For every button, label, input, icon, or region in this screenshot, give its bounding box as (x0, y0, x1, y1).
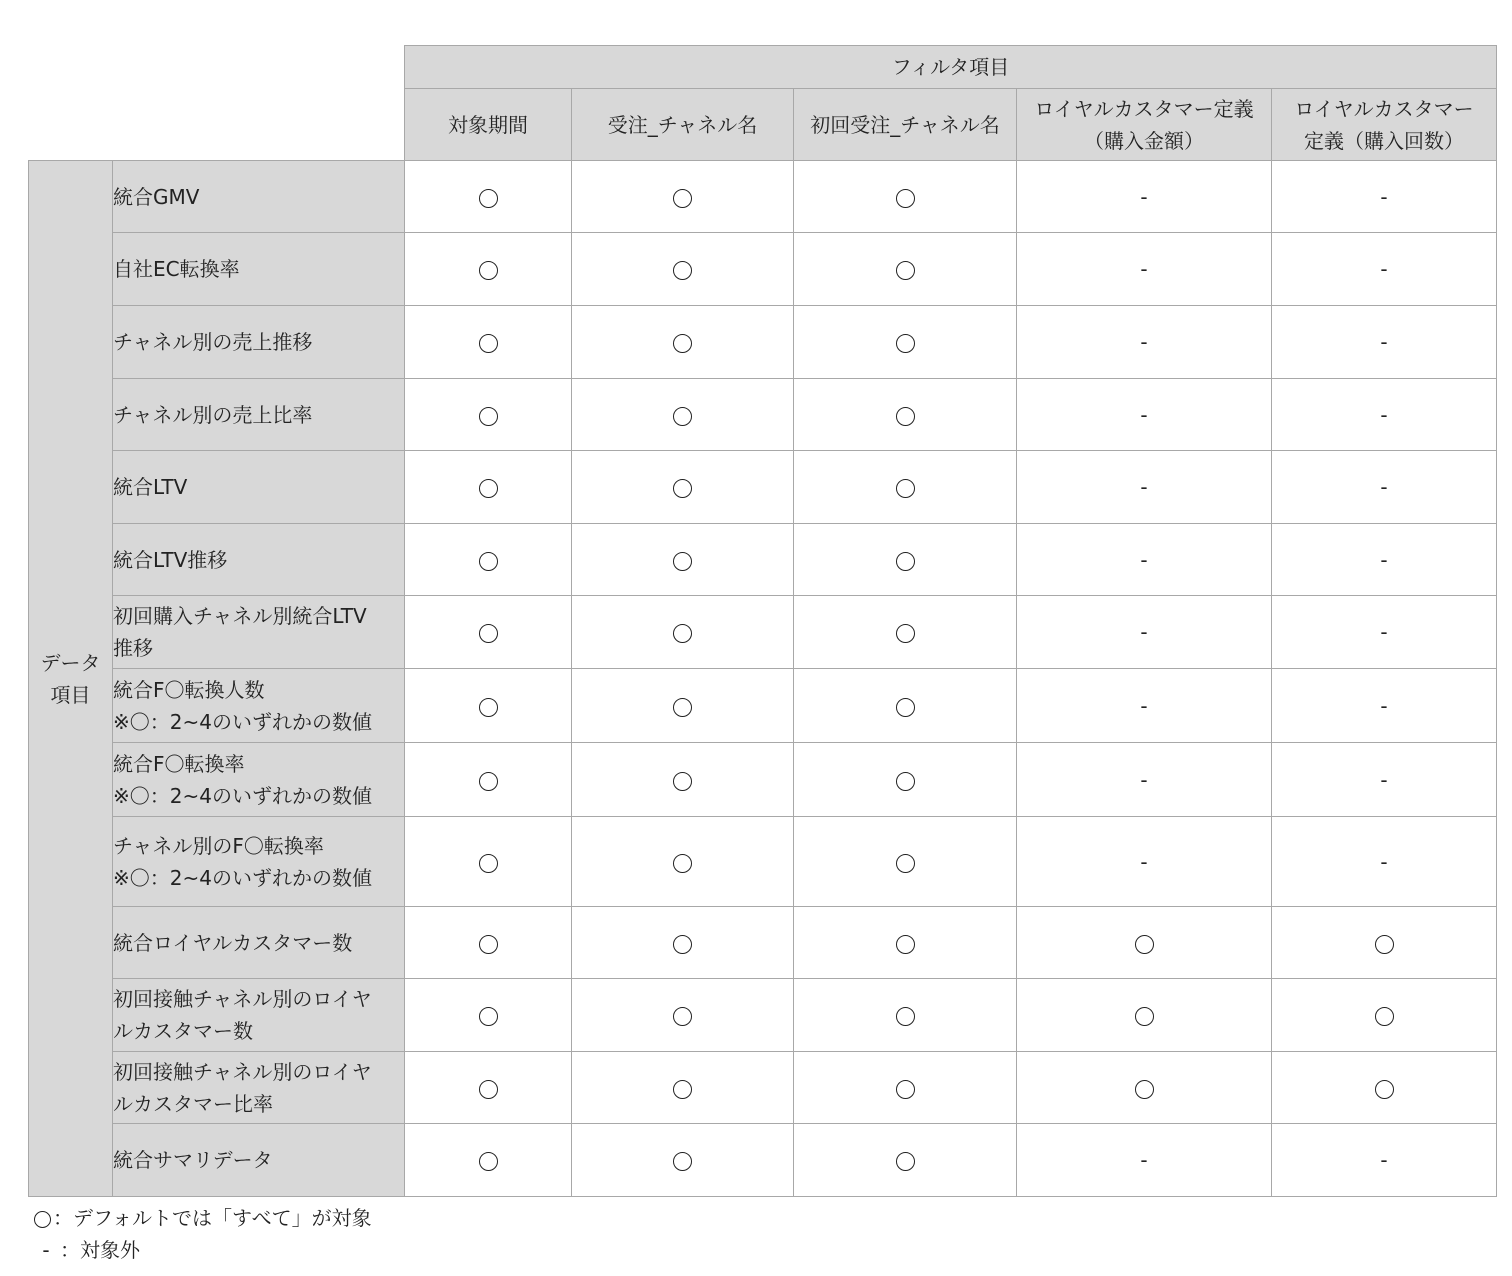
matrix-cell-circle-icon (896, 334, 915, 353)
matrix-cell (572, 979, 794, 1052)
matrix-cell (794, 524, 1017, 596)
matrix-cell-circle-icon (896, 407, 915, 426)
matrix-cell (1272, 524, 1497, 596)
row-group-line: 項目 (50, 682, 91, 707)
matrix-cell (572, 451, 794, 524)
matrix-cell (794, 669, 1017, 743)
matrix-cell-circle-icon (896, 261, 915, 280)
data-item-group-header (29, 161, 113, 1197)
row-group-line: データ (40, 650, 101, 675)
matrix-cell (1272, 669, 1497, 743)
matrix-cell-circle-icon (896, 624, 915, 643)
matrix-cell (794, 451, 1017, 524)
table-row (29, 233, 1497, 306)
legend-circle-icon (34, 1211, 51, 1228)
matrix-cell-dash-mark: - (1380, 184, 1388, 209)
matrix-cell-circle-icon (1135, 1080, 1154, 1099)
matrix-cell (1272, 233, 1497, 306)
filter-group-header: フィルタ項目 (405, 46, 1497, 89)
corner-blank (29, 46, 405, 161)
matrix-cell (572, 743, 794, 817)
row-header (113, 979, 405, 1052)
matrix-cell-circle-icon (673, 698, 692, 717)
table-row (29, 524, 1497, 596)
matrix-cell (794, 817, 1017, 907)
matrix-cell (572, 233, 794, 306)
matrix-cell-dash-mark: - (1140, 1148, 1148, 1172)
table-row (29, 306, 1497, 379)
matrix-cell-circle-icon (479, 552, 498, 571)
matrix-cell-dash-mark: - (1380, 330, 1388, 354)
row-header (113, 1052, 405, 1124)
matrix-cell (794, 596, 1017, 669)
row-header-line: ※〇：2~4のいずれかの数値 (113, 709, 372, 734)
table-row (29, 979, 1497, 1052)
matrix-cell (405, 743, 572, 817)
matrix-cell (1017, 1052, 1272, 1124)
matrix-cell (405, 817, 572, 907)
matrix-cell-circle-icon (479, 189, 498, 208)
matrix-cell (1017, 451, 1272, 524)
matrix-cell (1017, 669, 1272, 743)
matrix-cell (572, 669, 794, 743)
column-header-4 (1017, 89, 1272, 161)
row-header (113, 743, 405, 817)
matrix-cell (405, 233, 572, 306)
matrix-cell-dash-mark: - (1140, 184, 1148, 209)
matrix-cell-circle-icon (673, 407, 692, 426)
row-header-line: 推移 (113, 636, 153, 660)
matrix-cell (405, 379, 572, 451)
matrix-cell-circle-icon (673, 1152, 692, 1171)
matrix-cell-circle-icon (673, 552, 692, 571)
legend-item (34, 1234, 372, 1266)
column-header-2 (572, 89, 794, 161)
matrix-cell (1017, 161, 1272, 233)
row-header (113, 161, 405, 233)
matrix-cell-circle-icon (673, 1080, 692, 1099)
table-row (29, 451, 1497, 524)
legend-text: ：対象外 (60, 1238, 140, 1262)
matrix-cell-circle-icon (479, 334, 498, 353)
row-header-line: 統合LTV推移 (113, 547, 228, 572)
legend-mark (34, 1202, 51, 1234)
row-header-line: チャネル別の売上推移 (113, 330, 313, 354)
matrix-cell-circle-icon (896, 479, 915, 498)
matrix-cell-circle-icon (673, 261, 692, 280)
matrix-cell (794, 379, 1017, 451)
row-header-line: 初回購入チャネル別統合LTV (113, 604, 367, 628)
matrix-cell (405, 979, 572, 1052)
matrix-cell-circle-icon (1375, 1007, 1394, 1026)
matrix-cell-circle-icon (479, 935, 498, 954)
matrix-cell-dash-mark: - (1140, 767, 1148, 792)
matrix-cell-circle-icon (479, 1152, 498, 1171)
matrix-cell (1272, 451, 1497, 524)
matrix-cell-dash-mark: - (1140, 402, 1148, 427)
matrix-cell-circle-icon (1135, 935, 1154, 954)
matrix-cell-circle-icon (673, 334, 692, 353)
matrix-cell (794, 979, 1017, 1052)
row-header (113, 524, 405, 596)
matrix-cell (794, 743, 1017, 817)
matrix-cell (572, 817, 794, 907)
column-header-line: 初回受注_チャネル名 (810, 112, 1000, 137)
matrix-cell-dash-mark: - (1380, 257, 1388, 281)
row-header (113, 669, 405, 743)
matrix-cell (1017, 743, 1272, 817)
matrix-cell-circle-icon (479, 261, 498, 280)
row-header-line: 統合F〇転換人数 (113, 677, 265, 702)
matrix-cell (1017, 306, 1272, 379)
column-header-5 (1272, 89, 1497, 161)
row-header-line: 統合ロイヤルカスタマー数 (113, 930, 353, 955)
column-header-line: 受注_チャネル名 (607, 112, 758, 137)
matrix-cell-circle-icon (896, 854, 915, 873)
row-header (113, 907, 405, 979)
matrix-cell-circle-icon (896, 1152, 915, 1171)
matrix-cell-circle-icon (896, 189, 915, 208)
table-row (29, 743, 1497, 817)
matrix-cell (1272, 979, 1497, 1052)
legend-text: ：デフォルトでは「すべて」が対象 (53, 1206, 372, 1230)
matrix-cell-circle-icon (673, 854, 692, 873)
matrix-cell (405, 524, 572, 596)
row-header (113, 817, 405, 907)
matrix-cell (794, 233, 1017, 306)
column-header-line: 対象期間 (448, 112, 528, 137)
column-header-3 (794, 89, 1017, 161)
matrix-cell-circle-icon (673, 624, 692, 643)
row-header-line: 初回接触チャネル別のロイヤ (113, 987, 372, 1011)
matrix-cell (1272, 596, 1497, 669)
matrix-cell-dash-mark: - (1140, 330, 1148, 354)
matrix-cell-circle-icon (479, 479, 498, 498)
matrix-cell (405, 1052, 572, 1124)
column-header-line: ロイヤルカスタマー (1294, 96, 1474, 121)
matrix-cell (572, 1052, 794, 1124)
matrix-cell (1017, 596, 1272, 669)
matrix-cell (1272, 817, 1497, 907)
matrix-cell-dash-mark: - (1140, 620, 1148, 644)
matrix-cell (572, 596, 794, 669)
matrix-cell (794, 306, 1017, 379)
matrix-cell (1272, 306, 1497, 379)
matrix-cell-circle-icon (479, 772, 498, 791)
matrix-cell (1017, 233, 1272, 306)
matrix-cell (1272, 379, 1497, 451)
filter-matrix-container (28, 45, 1497, 1197)
row-header-line: 自社EC転換率 (113, 257, 240, 281)
matrix-cell-dash-mark: - (1380, 475, 1388, 499)
row-header-line: ※〇：2~4のいずれかの数値 (113, 783, 372, 808)
table-row (29, 817, 1497, 907)
matrix-cell (572, 907, 794, 979)
row-header (113, 1124, 405, 1197)
matrix-cell (405, 596, 572, 669)
matrix-cell (572, 306, 794, 379)
column-header-line: 定義（購入回数） (1304, 128, 1464, 153)
row-header (113, 596, 405, 669)
matrix-cell (405, 161, 572, 233)
matrix-cell-circle-icon (896, 552, 915, 571)
matrix-cell-dash-mark: - (1380, 693, 1388, 718)
table-row (29, 1124, 1497, 1197)
column-header-1 (405, 89, 572, 161)
row-header-line: ルカスタマー比率 (113, 1091, 273, 1116)
matrix-cell-circle-icon (896, 698, 915, 717)
matrix-cell-circle-icon (673, 1007, 692, 1026)
matrix-cell-dash-mark: - (1380, 620, 1388, 644)
matrix-cell-circle-icon (896, 935, 915, 954)
matrix-cell (1272, 161, 1497, 233)
row-header-line: ※〇：2~4のいずれかの数値 (113, 865, 372, 890)
matrix-cell-circle-icon (479, 1080, 498, 1099)
row-header-line: ルカスタマー数 (113, 1019, 253, 1043)
matrix-cell (1017, 379, 1272, 451)
matrix-cell-circle-icon (479, 698, 498, 717)
matrix-cell-circle-icon (896, 1007, 915, 1026)
matrix-cell-dash-mark: - (1380, 402, 1388, 427)
matrix-cell-dash-mark: - (1380, 547, 1388, 572)
matrix-cell (1017, 524, 1272, 596)
matrix-cell (1272, 1052, 1497, 1124)
row-header-line: 統合LTV (113, 475, 188, 499)
row-header-line: 統合サマリデータ (113, 1148, 273, 1172)
matrix-cell-dash-mark: - (1140, 547, 1148, 572)
table-row (29, 379, 1497, 451)
matrix-cell-dash-mark: - (1140, 475, 1148, 499)
matrix-cell (405, 1124, 572, 1197)
matrix-cell (1017, 817, 1272, 907)
table-row (29, 161, 1497, 233)
matrix-cell (572, 524, 794, 596)
matrix-cell-dash-mark: - (1380, 1148, 1388, 1172)
matrix-cell-circle-icon (1375, 1080, 1394, 1099)
table-row (29, 669, 1497, 743)
matrix-cell (572, 379, 794, 451)
row-header (113, 306, 405, 379)
matrix-cell-circle-icon (479, 854, 498, 873)
matrix-cell-dash-mark: - (1140, 849, 1148, 874)
column-header-line: （購入金額） (1084, 128, 1204, 153)
matrix-cell-dash-mark: - (1140, 693, 1148, 718)
legend-dash-mark: - (42, 1238, 50, 1262)
filter-matrix-table (28, 45, 1497, 1197)
row-header-line: 初回接触チャネル別のロイヤ (113, 1059, 372, 1084)
matrix-cell (794, 907, 1017, 979)
matrix-cell-circle-icon (896, 1080, 915, 1099)
row-header-line: 統合GMV (113, 184, 200, 209)
table-row (29, 1052, 1497, 1124)
matrix-cell (794, 1124, 1017, 1197)
matrix-cell (1272, 907, 1497, 979)
matrix-cell-circle-icon (1135, 1007, 1154, 1026)
matrix-cell-circle-icon (673, 935, 692, 954)
matrix-cell (405, 306, 572, 379)
matrix-cell-circle-icon (673, 772, 692, 791)
matrix-cell-circle-icon (479, 1007, 498, 1026)
group-header-row (29, 46, 1497, 89)
matrix-cell (572, 1124, 794, 1197)
matrix-cell (1272, 743, 1497, 817)
matrix-cell (794, 1052, 1017, 1124)
row-header-line: チャネル別のF〇転換率 (113, 833, 324, 858)
matrix-cell (405, 907, 572, 979)
matrix-cell-circle-icon (479, 624, 498, 643)
matrix-cell-circle-icon (896, 772, 915, 791)
row-header (113, 379, 405, 451)
matrix-cell (405, 451, 572, 524)
column-header-line: ロイヤルカスタマー定義 (1034, 96, 1254, 121)
row-header-line: 統合F〇転換率 (113, 751, 245, 776)
matrix-cell (1017, 907, 1272, 979)
matrix-cell-circle-icon (479, 407, 498, 426)
matrix-cell (572, 161, 794, 233)
legend (34, 1202, 372, 1266)
matrix-cell (794, 161, 1017, 233)
row-header-line: チャネル別の売上比率 (113, 402, 313, 427)
matrix-cell-circle-icon (673, 479, 692, 498)
matrix-cell-circle-icon (673, 189, 692, 208)
row-header (113, 233, 405, 306)
matrix-cell-dash-mark: - (1380, 767, 1388, 792)
matrix-cell-dash-mark: - (1140, 257, 1148, 281)
matrix-cell (1017, 1124, 1272, 1197)
matrix-cell-circle-icon (1375, 935, 1394, 954)
matrix-cell (405, 669, 572, 743)
matrix-cell-dash-mark: - (1380, 849, 1388, 874)
row-header (113, 451, 405, 524)
matrix-cell (1272, 1124, 1497, 1197)
table-row (29, 907, 1497, 979)
legend-item (34, 1202, 372, 1234)
matrix-body (29, 161, 1497, 1197)
matrix-cell (1017, 979, 1272, 1052)
table-row (29, 596, 1497, 669)
